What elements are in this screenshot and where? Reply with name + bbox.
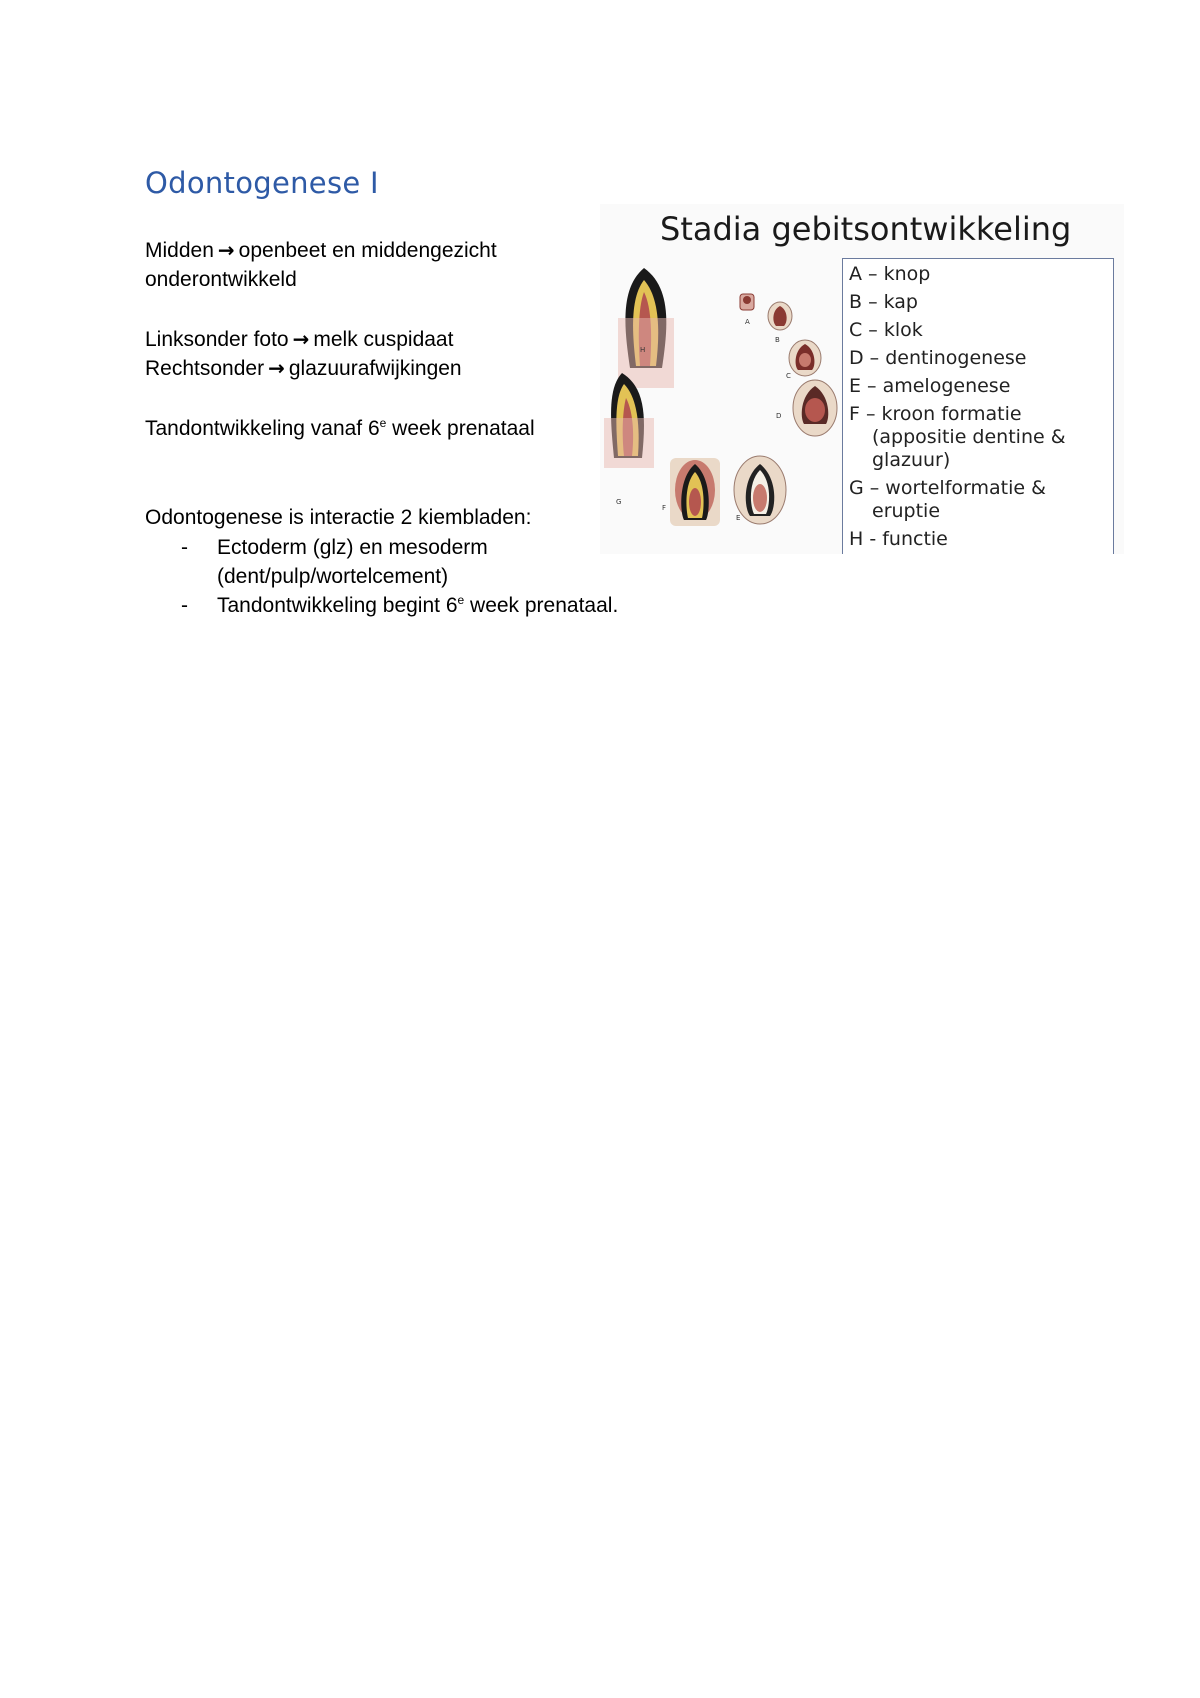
tooth-stage-d-icon [793,380,837,436]
tooth-stage-b-icon [768,302,792,330]
tooth-stage-e-icon [734,456,786,524]
paragraph-tandontwikkeling [145,414,535,443]
text-week-prenataal: week prenataal [386,417,535,440]
list-item [145,591,737,620]
tooth-development-illustration [600,258,842,554]
bullet-dash: - [181,536,188,559]
text-openbeet: openbeet en middengezicht [238,239,497,262]
text-tandontwikkeling: Tandontwikkeling vanaf 6 [145,417,380,440]
paragraph-kiembladen: Odontogenese is interactie 2 kiembladen: [145,506,532,529]
arrow-icon: → [217,238,235,262]
legend-item-g: G – wortelformatie & [849,477,1046,499]
stage-label-h: H [640,346,646,354]
figure-legend [842,258,1114,554]
text-linksonder: Linksonder foto [145,328,289,351]
legend-item-g-line2: eruptie [872,500,941,522]
stage-label-c: C [786,372,791,380]
tooth-stage-h-icon [618,268,674,388]
paragraph-fotos [145,325,462,383]
text-ectoderm: Ectoderm (glz) en mesoderm [217,536,488,559]
stage-label-f: F [662,504,667,512]
text-week-prenataal: week prenataal. [464,594,619,617]
text-tandontwikkeling-begint: Tandontwikkeling begint 6 [217,594,458,617]
legend-item-h: H - functie [849,528,948,550]
superscript-e: e [457,593,465,607]
legend-item-f: F – kroon formatie [849,403,1022,425]
legend-item-c: C – klok [849,319,923,341]
arrow-icon: → [292,327,310,351]
tooth-stage-c-icon [789,340,821,376]
stage-label-b: B [775,336,780,344]
stage-label-e: E [736,514,741,522]
legend-item-b: B – kap [849,291,918,313]
text-melk-cuspidaat: melk cuspidaat [313,328,454,351]
legend-item-f-line3: glazuur) [872,449,951,471]
figure-stadia [600,204,1124,554]
tooth-stage-a-icon [740,294,754,310]
text-onderontwikkeld: onderontwikkeld [145,268,297,291]
legend-item-a: A – knop [849,263,931,285]
text-dent-pulp: (dent/pulp/wortelcement) [217,565,449,588]
stage-label-a: A [745,318,750,326]
stage-label-g: G [616,498,622,506]
text-midden: Midden [145,239,214,262]
superscript-e: e [379,416,387,430]
arrow-icon: → [268,356,285,380]
stage-label-d: D [776,412,782,420]
figure-title: Stadia gebitsontwikkeling [660,210,1072,248]
paragraph-midden [145,236,497,294]
legend-item-d: D – dentinogenese [849,347,1027,369]
bullet-dash: - [181,594,188,617]
legend-item-f-line2: (appositie dentine & [872,426,1066,448]
text-rechtsonder: Rechtsonder [145,357,265,380]
page-heading: Odontogenese I [145,166,379,200]
tooth-stage-f-icon [670,458,720,526]
legend-item-e: E – amelogenese [849,375,1011,397]
text-glazuurafwijkingen: glazuurafwijkingen [288,357,462,380]
